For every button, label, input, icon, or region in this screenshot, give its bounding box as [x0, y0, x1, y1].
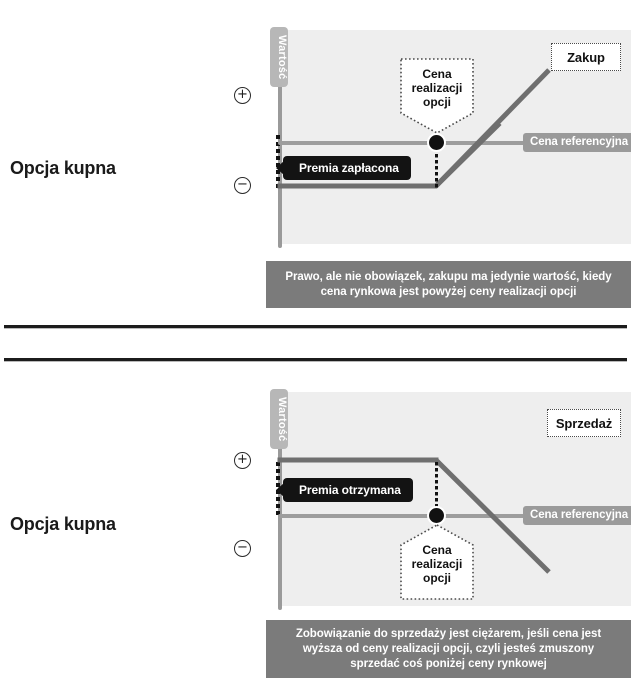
- axis-minus-sign: −: [234, 177, 251, 194]
- y-axis-label-wartosc-bottom: Wartość: [270, 389, 288, 449]
- position-badge-sprzedaz: Sprzedaż: [547, 409, 621, 437]
- strike-callout-bottom-line-2: realizacji: [411, 557, 463, 571]
- divider-rule-2: [4, 358, 627, 361]
- strike-callout-line-2: realizacji: [411, 81, 463, 95]
- premium-paid-tag: Premia zapłacona: [283, 156, 411, 180]
- reference-price-label: Cena referencyjna: [523, 133, 631, 152]
- axis-minus-sign-bottom: −: [234, 540, 251, 557]
- panel-title-bottom: Opcja kupna: [10, 514, 116, 534]
- premium-received-tag: Premia otrzymana: [283, 478, 413, 502]
- divider-rule-1: [4, 325, 627, 328]
- strike-callout-line-1: Cena: [422, 67, 452, 81]
- panel-title-top: Opcja kupna: [10, 158, 116, 178]
- position-badge-zakup: Zakup: [551, 43, 621, 71]
- panel-opcja-kupna-sprzedaz: [0, 362, 631, 678]
- axis-plus-sign: +: [234, 87, 251, 104]
- axis-plus-sign-bottom: +: [234, 452, 251, 469]
- strike-callout-line-3: opcji: [422, 95, 451, 109]
- chart-long-call: [237, 30, 631, 248]
- caption-top: Prawo, ale nie obowiązek, zakupu ma jedynie wartość, kiedy cena rynkowa jest powyżej ceny realizacji opcji: [266, 261, 631, 308]
- strike-callout-top: [399, 57, 475, 135]
- chart-short-call: [237, 392, 631, 610]
- strike-callout-bottom-line-3: opcji: [422, 571, 451, 585]
- strike-callout-bottom: [399, 523, 475, 601]
- strike-callout-bottom-line-1: Cena: [422, 543, 452, 557]
- strike-price-marker: [427, 133, 446, 152]
- y-axis-label-wartosc: Wartość: [270, 27, 288, 87]
- strike-dotted-line-bottom: [435, 462, 438, 510]
- panel-opcja-kupna-zakup: [0, 0, 631, 320]
- caption-bottom: Zobowiązanie do sprzedaży jest ciężarem, jeśli cena jest wyższa od ceny realizacji opcji, czyli jesteś zmuszony sprzedać coś poniżej ceny rynkowej: [266, 620, 631, 678]
- strike-dotted-line: [435, 148, 438, 188]
- reference-price-label-bottom: Cena referencyjna: [523, 506, 631, 525]
